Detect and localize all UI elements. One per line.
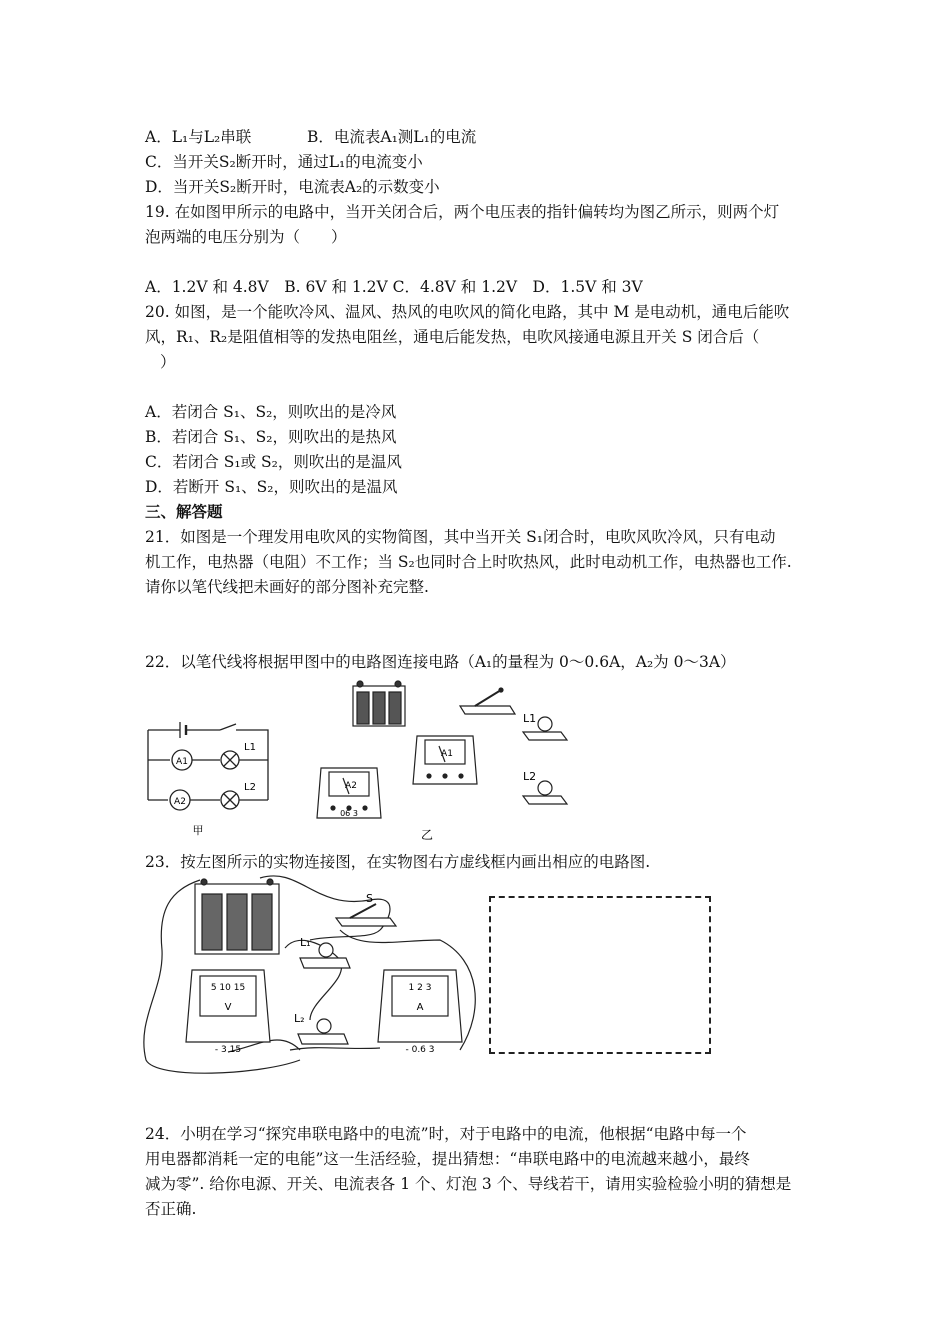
q20-line2: 风，R₁、R₂是阻值相等的发热电阻丝，通电后能发热，电吹风接通电源且开关 S 闭合后（ (145, 328, 760, 346)
q22-components-figure (305, 676, 585, 844)
q23-v-scale: 5 10 15 (210, 983, 246, 993)
q20-line3: ） (160, 353, 176, 371)
q22-label-a2: A2 (174, 797, 186, 807)
q21-line2: 机工作，电热器（电阻）不工作；当 S₂也同时合上时吹热风，此时电动机工作，电热器也工作. (145, 553, 792, 571)
section-heading: 三、解答题 (145, 502, 223, 521)
q20-option-d: D．若断开 S₁、S₂，则吹出的是温风 (145, 478, 398, 496)
q23-label-l1: L₁ (300, 936, 311, 949)
q23-v-terminals: - 3 15 (214, 1045, 242, 1055)
q22-circuit-diagram (140, 712, 280, 842)
q23-a-terminals: - 0.6 3 (405, 1045, 435, 1055)
q23-switch-icon (336, 904, 396, 926)
lamp-l2-icon (523, 781, 567, 804)
q19-line1: 19. 在如图甲所示的电路中，当开关闭合后，两个电压表的指针偏转均为图乙所示，则两个灯 (145, 203, 780, 221)
q23-battery-icon (195, 879, 279, 954)
q24-line1: 24．小明在学习“探究串联电路中的电流”时，对于电路中的电流，他根据“电路中每一个 (145, 1125, 747, 1143)
q24-line3: 减为零”. 给你电源、开关、电流表各 1 个、灯泡 3 个、导线若干，请用实验检验小明的猜想是 (145, 1175, 792, 1193)
q23-answer-box[interactable] (489, 896, 711, 1054)
q24-line2: 用电器都消耗一定的电能”这一生活经验，提出猜想：“串联电路中的电流越来越小，最终 (145, 1150, 750, 1168)
q22-component-label-l2: L2 (523, 770, 537, 783)
q19-line2: 泡两端的电压分别为（ ） (145, 228, 347, 246)
q22-meter-scale: 06 3 (340, 809, 358, 818)
q22-meter-a1-label: A1 (441, 749, 453, 759)
ammeter-a1-icon (413, 736, 477, 784)
q21-line1: 21．如图是一个理发用电吹风的实物简图，其中当开关 S₁闭合时，电吹风吹冷风，只有电动 (145, 528, 776, 546)
q18-option-d: D．当开关S₂断开时，电流表A₂的示数变小 (145, 178, 440, 196)
q20-line1: 20. 如图，是一个能吹冷风、温风、热风的电吹风的简化电路，其中 M 是电动机，通电后能吹 (145, 303, 790, 321)
q22-line1: 22．以笔代线将根据甲图中的电路图连接电路（A₁的量程为 0～0.6A，A₂为 0～3A） (145, 653, 736, 671)
q18-option-b: B．电流表A₁测L₁的电流 (307, 128, 477, 146)
q18-option-a: A．L₁与L₂串联 (145, 128, 252, 146)
q23-label-v: V (224, 1002, 232, 1013)
q21-line3: 请你以笔代线把未画好的部分图补充完整. (145, 578, 429, 596)
q19-options: A．1.2V 和 4.8V B. 6V 和 1.2V C．4.8V 和 1.2V D．1.5V 和 3V (145, 278, 643, 296)
q22-component-label-l1: L1 (523, 712, 537, 725)
q23-label-s: S (366, 892, 373, 905)
q24-line4: 否正确. (145, 1200, 197, 1218)
q22-label-l2: L2 (244, 782, 256, 793)
q22-caption-jia: 甲 (192, 824, 204, 837)
q23-label-a: A (416, 1002, 424, 1013)
q23-lamp-l2-icon (298, 1019, 348, 1044)
q22-label-l1: L1 (244, 742, 256, 753)
q23-line1: 23．按左图所示的实物连接图，在实物图右方虚线框内画出相应的电路图. (145, 853, 651, 871)
switch-icon (460, 688, 515, 714)
q23-wiring-figure (140, 870, 485, 1080)
q23-a-scale: 1 2 3 (408, 983, 432, 993)
q22-caption-yi: 乙 (420, 828, 434, 842)
q20-option-c: C．若闭合 S₁或 S₂，则吹出的是温风 (145, 453, 402, 471)
q22-label-a1: A1 (176, 757, 188, 767)
q20-option-a: A．若闭合 S₁、S₂，则吹出的是冷风 (145, 403, 397, 421)
q23-label-l2: L₂ (294, 1012, 305, 1025)
q20-option-b: B．若闭合 S₁、S₂，则吹出的是热风 (145, 428, 397, 446)
q18-option-c: C．当开关S₂断开时，通过L₁的电流变小 (145, 153, 423, 171)
battery-pack-icon (353, 681, 405, 726)
q22-meter-a2-label: A2 (345, 781, 357, 791)
